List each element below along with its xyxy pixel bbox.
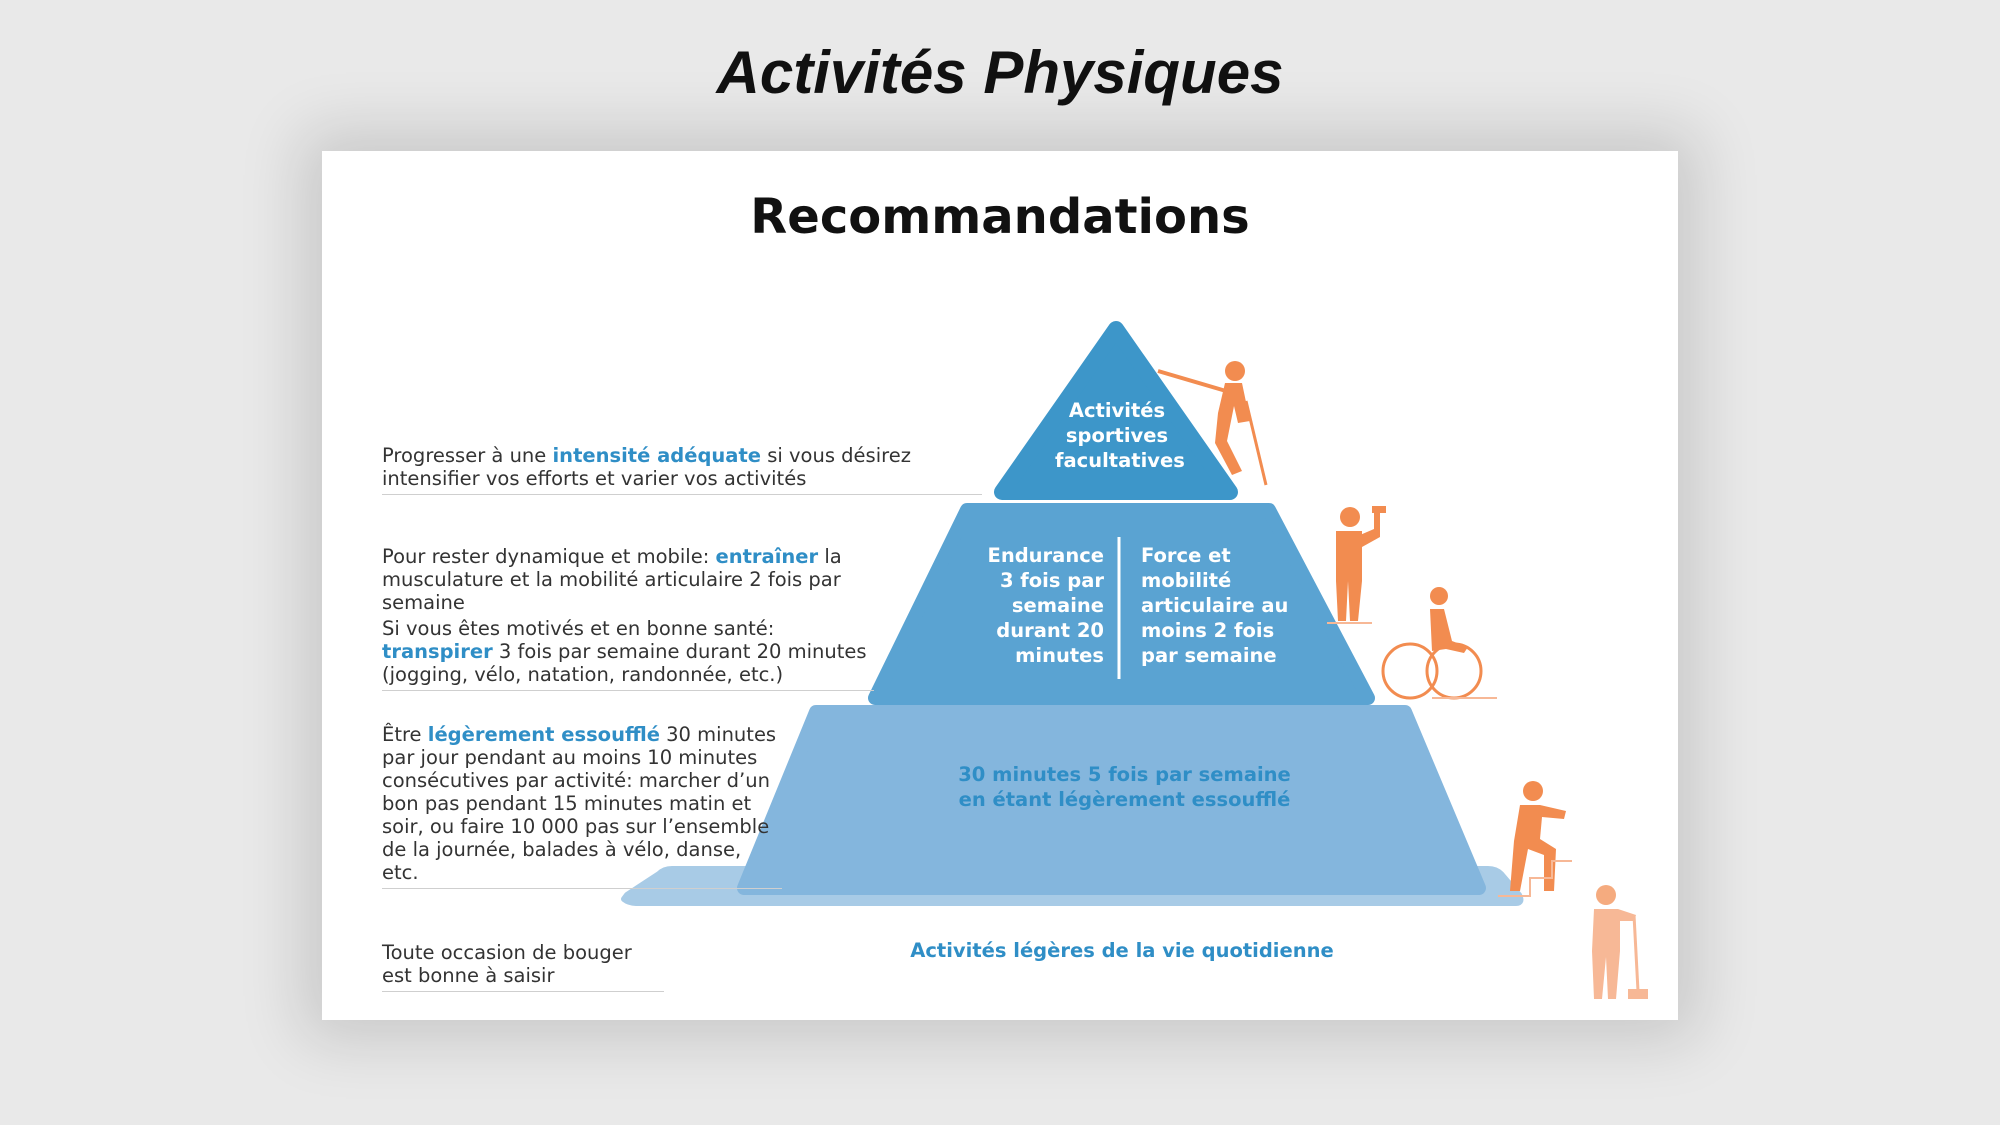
- description-tier-1-pre: Progresser à une: [382, 444, 553, 467]
- tier-4-label: Activités légères de la vie quotidienne: [910, 939, 1334, 962]
- description-tier-3-post: 30 minutes par jour pendant au moins 10 minutes consécutives par activité: marcher d’un bon pas pendant 15 minutes matin et soir, ou faire 10 000 pas sur l’ensemble de la journée, balades à vélo, danse, etc.: [382, 723, 777, 884]
- description-tier-2-p1-highlight: entraîner: [715, 545, 819, 568]
- description-tier-4: [382, 941, 664, 992]
- description-tier-3-highlight: légèrement essoufflé: [427, 723, 660, 746]
- tier-2-right-label: Force et mobilité articulaire au moins 2 fois par semaine: [1141, 544, 1289, 667]
- tier-3-label: 30 minutes 5 fois par semaine en étant légèrement essoufflé: [958, 763, 1291, 811]
- description-tier-4-text: Toute occasion de bouger est bonne à saisir: [382, 941, 632, 987]
- card-title: Recommandations: [750, 189, 1250, 245]
- description-tier-2-p1-pre: Pour rester dynamique et mobile:: [382, 545, 716, 568]
- description-tier-2-p2-pre: Si vous êtes motivés et en bonne santé:: [382, 617, 775, 640]
- person-sweeping-icon: [1592, 885, 1648, 999]
- description-tier-2-p2-highlight: transpirer: [382, 640, 493, 663]
- tier-2-left-label: Endurance 3 fois par semaine durant 20 minutes: [987, 544, 1104, 667]
- description-tier-1: [382, 444, 982, 495]
- description-tier-2-part-1: [382, 545, 874, 614]
- tier-1-label: Activités sportives facultatives: [1055, 399, 1185, 472]
- description-tier-2-p1-post: la musculature et la mobilité articulaire 2 fois par semaine: [382, 545, 842, 614]
- recommendations-card: [322, 151, 1678, 1020]
- description-tier-1-post: si vous désirez intensifier vos efforts et varier vos activités: [382, 444, 911, 490]
- slide-title: Activités Physiques: [716, 39, 1284, 106]
- description-tier-3-pre: Être: [382, 723, 428, 746]
- person-lifting-dumbbell-icon: [1327, 506, 1386, 623]
- wheelchair-user-icon: [1383, 587, 1497, 698]
- description-tier-3: [382, 723, 782, 889]
- person-climbing-stairs-icon: [1498, 781, 1572, 896]
- description-tier-1-highlight: intensité adéquate: [552, 444, 762, 467]
- description-tier-2-p2-post: 3 fois par semaine durant 20 minutes (jogging, vélo, natation, randonnée, etc.): [382, 640, 867, 686]
- description-tier-2-part-2: [382, 617, 874, 686]
- description-tier-2: [382, 545, 874, 691]
